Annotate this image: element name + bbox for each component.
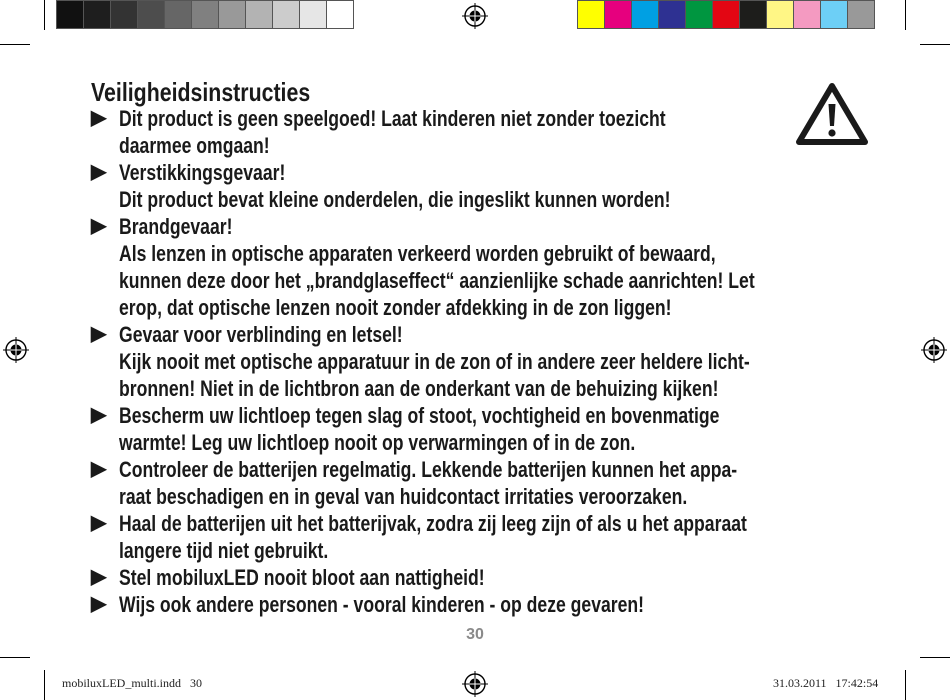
grayscale-swatch <box>83 0 111 29</box>
instruction-item <box>91 402 871 456</box>
grayscale-color-bar <box>56 0 353 31</box>
footer-file-info: mobiluxLED_multi.indd 30 <box>62 676 202 690</box>
instruction-item <box>91 510 871 564</box>
process-color-swatch <box>820 0 848 29</box>
crop-mark-top-right-vertical <box>905 0 906 30</box>
instruction-line: Stel mobiluxLED nooit bloot aan nattigheid! <box>119 565 485 590</box>
bullet-arrow-icon: ▶ <box>91 323 107 345</box>
instruction-line: Kijk nooit met optische apparatuur in de zon of in andere zeer heldere licht- <box>119 349 750 374</box>
crop-mark-bottom-right-vertical <box>905 670 906 700</box>
process-color-swatch <box>793 0 821 29</box>
process-color-swatch <box>685 0 713 29</box>
bullet-arrow-icon: ▶ <box>91 161 107 183</box>
process-color-swatch <box>766 0 794 29</box>
process-color-swatch <box>604 0 632 29</box>
crop-mark-bottom-left-vertical <box>44 670 45 700</box>
instruction-line: Haal de batterijen uit het batterijvak, zodra zij leeg zijn of als u het apparaat <box>119 511 747 536</box>
page-number: 30 <box>466 626 484 643</box>
instruction-item <box>91 321 871 402</box>
instruction-item <box>91 564 871 591</box>
instruction-line: Brandgevaar! <box>119 214 233 239</box>
process-color-swatch <box>658 0 686 29</box>
instruction-line: bronnen! Niet in de lichtbron aan de onderkant van de behuizing kijken! <box>119 376 719 401</box>
instruction-list <box>91 105 871 618</box>
bullet-arrow-icon: ▶ <box>91 107 107 129</box>
grayscale-swatch <box>326 0 354 29</box>
instruction-item <box>91 213 871 321</box>
crop-mark-top-right-horizontal <box>920 44 950 45</box>
process-color-swatch <box>847 0 875 29</box>
grayscale-swatch <box>245 0 273 29</box>
grayscale-swatch <box>164 0 192 29</box>
instruction-line: Dit product bevat kleine onderdelen, die ingeslikt kunnen worden! <box>119 187 671 212</box>
crop-mark-top-left-vertical <box>44 0 45 30</box>
footer-datetime: 31.03.2011 17:42:54 <box>773 676 879 690</box>
instruction-line: Als lenzen in optische apparaten verkeerd worden gebruikt of bewaard, <box>119 241 716 266</box>
crop-mark-bottom-right-horizontal <box>920 657 950 658</box>
instruction-line: Wijs ook andere personen - vooral kinderen - op deze gevaren! <box>119 592 645 617</box>
bullet-arrow-icon: ▶ <box>91 215 107 237</box>
grayscale-swatch <box>191 0 219 29</box>
grayscale-swatch <box>272 0 300 29</box>
grayscale-swatch <box>110 0 138 29</box>
bullet-arrow-icon: ▶ <box>91 512 107 534</box>
crop-mark-bottom-left-horizontal <box>0 657 30 658</box>
instruction-line: warmte! Leg uw lichtloep nooit op verwarmingen of in de zon. <box>119 430 636 455</box>
safety-instructions <box>91 76 871 618</box>
instruction-line: Controleer de batterijen regelmatig. Lekkende batterijen kunnen het appa- <box>119 457 738 482</box>
instruction-line: daarmee omgaan! <box>119 133 270 158</box>
instruction-line: langere tijd niet gebruikt. <box>119 538 329 563</box>
bullet-arrow-icon: ▶ <box>91 404 107 426</box>
instruction-line: Gevaar voor verblinding en letsel! <box>119 322 403 347</box>
process-color-swatch <box>739 0 767 29</box>
grayscale-swatch <box>218 0 246 29</box>
grayscale-swatch <box>299 0 327 29</box>
registration-mark-left-icon <box>3 337 29 363</box>
instruction-line: kunnen deze door het „brandglaseffect“ aanzienlijke schade aanrichten! Let <box>119 268 755 293</box>
process-color-bar <box>577 0 874 31</box>
instruction-item <box>91 159 871 213</box>
bullet-arrow-icon: ▶ <box>91 593 107 615</box>
section-heading: Veiligheidsinstructies <box>91 77 311 107</box>
registration-mark-top-icon <box>462 3 488 29</box>
crop-mark-top-left-horizontal <box>0 44 30 45</box>
bullet-arrow-icon: ▶ <box>91 458 107 480</box>
instruction-line: erop, dat optische lenzen nooit zonder afdekking in de zon liggen! <box>119 295 672 320</box>
process-color-swatch <box>712 0 740 29</box>
registration-mark-bottom-icon <box>462 671 488 697</box>
instruction-line: Verstikkingsgevaar! <box>119 160 286 185</box>
instruction-line: Dit product is geen speelgoed! Laat kinderen niet zonder toezicht <box>119 106 666 131</box>
grayscale-swatch <box>56 0 84 29</box>
registration-mark-right-icon <box>921 337 947 363</box>
process-color-swatch <box>631 0 659 29</box>
instruction-line: raat beschadigen en in geval van huidcontact irritaties veroorzaken. <box>119 484 688 509</box>
bullet-arrow-icon: ▶ <box>91 566 107 588</box>
grayscale-swatch <box>137 0 165 29</box>
instruction-line: Bescherm uw lichtloep tegen slag of stoot, vochtigheid en bovenmatige <box>119 403 720 428</box>
instruction-item <box>91 105 871 159</box>
instruction-item <box>91 456 871 510</box>
process-color-swatch <box>577 0 605 29</box>
instruction-item <box>91 591 871 618</box>
